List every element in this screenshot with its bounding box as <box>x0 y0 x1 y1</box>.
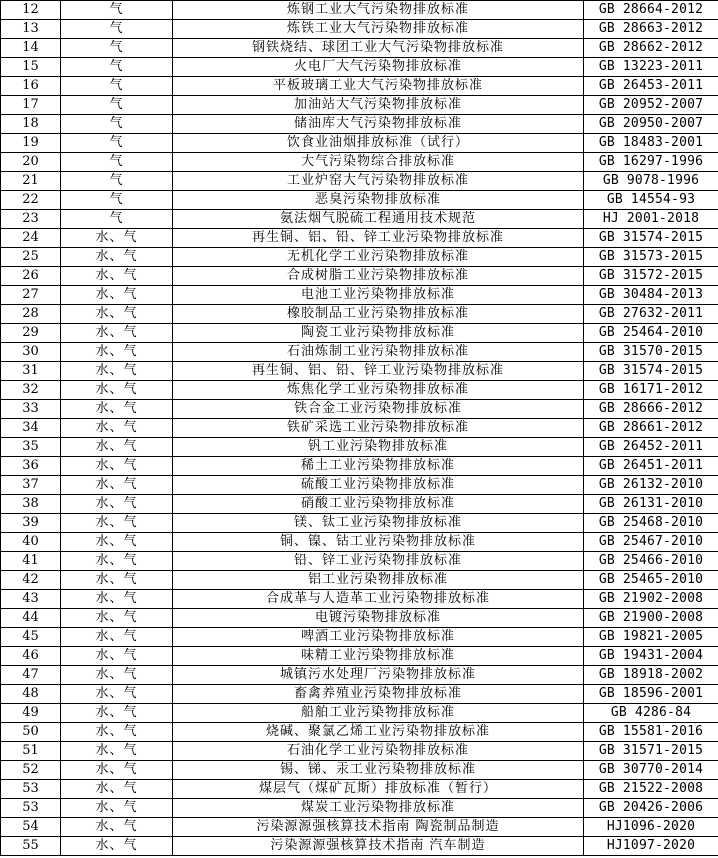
table-row <box>1 172 718 191</box>
row-number: 12 <box>1 1 61 20</box>
table-row <box>1 780 718 799</box>
table-row <box>1 115 718 134</box>
row-number: 49 <box>1 704 61 723</box>
row-number: 16 <box>1 77 61 96</box>
standard-name: 铁合金工业污染物排放标准 <box>173 400 584 419</box>
standard-name: 稀土工业污染物排放标准 <box>173 457 584 476</box>
table-row <box>1 381 718 400</box>
standard-code: GB 19821-2005 <box>584 628 718 647</box>
standard-name: 煤层气（煤矿瓦斯）排放标准（暂行） <box>173 780 584 799</box>
pollutant-type: 气 <box>61 115 173 134</box>
pollutant-type: 气 <box>61 20 173 39</box>
row-number: 38 <box>1 495 61 514</box>
pollutant-type: 水、气 <box>61 267 173 286</box>
row-number: 14 <box>1 39 61 58</box>
pollutant-type: 水、气 <box>61 343 173 362</box>
standard-code: GB 31573-2015 <box>584 248 718 267</box>
pollutant-type: 水、气 <box>61 286 173 305</box>
table-row <box>1 286 718 305</box>
pollutant-type: 水、气 <box>61 628 173 647</box>
table-row <box>1 210 718 229</box>
pollutant-type: 水、气 <box>61 837 173 856</box>
standard-name: 加油站大气污染物排放标准 <box>173 96 584 115</box>
standard-code: GB 28661-2012 <box>584 419 718 438</box>
row-number: 41 <box>1 552 61 571</box>
standard-name: 烧碱、聚氯乙烯工业污染物排放标准 <box>173 723 584 742</box>
standard-name: 污染源源强核算技术指南 陶瓷制品制造 <box>173 818 584 837</box>
table-row <box>1 590 718 609</box>
pollutant-type: 水、气 <box>61 647 173 666</box>
pollutant-type: 水、气 <box>61 457 173 476</box>
row-number: 35 <box>1 438 61 457</box>
table-row <box>1 58 718 77</box>
row-number: 24 <box>1 229 61 248</box>
table-row <box>1 514 718 533</box>
standard-code: GB 28664-2012 <box>584 1 718 20</box>
pollutant-type: 水、气 <box>61 324 173 343</box>
standard-code: GB 31570-2015 <box>584 343 718 362</box>
standard-code: GB 21902-2008 <box>584 590 718 609</box>
table-row <box>1 476 718 495</box>
table-row <box>1 267 718 286</box>
row-number: 53 <box>1 799 61 818</box>
table-row <box>1 229 718 248</box>
table-row <box>1 457 718 476</box>
standard-name: 锡、锑、汞工业污染物排放标准 <box>173 761 584 780</box>
standard-name: 储油库大气污染物排放标准 <box>173 115 584 134</box>
standard-name: 饮食业油烟排放标准（试行） <box>173 134 584 153</box>
standard-name: 电池工业污染物排放标准 <box>173 286 584 305</box>
standard-name: 铜、镍、钴工业污染物排放标准 <box>173 533 584 552</box>
pollutant-type: 气 <box>61 96 173 115</box>
pollutant-type: 水、气 <box>61 552 173 571</box>
pollutant-type: 气 <box>61 39 173 58</box>
row-number: 52 <box>1 761 61 780</box>
standard-code: GB 25465-2010 <box>584 571 718 590</box>
pollutant-type: 水、气 <box>61 305 173 324</box>
pollutant-type: 水、气 <box>61 419 173 438</box>
table-row <box>1 438 718 457</box>
standard-code: GB 25467-2010 <box>584 533 718 552</box>
standard-code: GB 9078-1996 <box>584 172 718 191</box>
table-row <box>1 837 718 856</box>
standard-code: GB 25466-2010 <box>584 552 718 571</box>
row-number: 32 <box>1 381 61 400</box>
table-row <box>1 400 718 419</box>
standard-code: HJ1097-2020 <box>584 837 718 856</box>
pollutant-type: 水、气 <box>61 685 173 704</box>
pollutant-type: 气 <box>61 191 173 210</box>
table-row <box>1 77 718 96</box>
standard-code: GB 31574-2015 <box>584 362 718 381</box>
pollutant-type: 水、气 <box>61 704 173 723</box>
row-number: 34 <box>1 419 61 438</box>
pollutant-type: 气 <box>61 153 173 172</box>
standard-code: GB 15581-2016 <box>584 723 718 742</box>
standard-code: GB 26451-2011 <box>584 457 718 476</box>
pollutant-type: 气 <box>61 1 173 20</box>
standard-name: 平板玻璃工业大气污染物排放标准 <box>173 77 584 96</box>
pollutant-type: 水、气 <box>61 609 173 628</box>
row-number: 23 <box>1 210 61 229</box>
row-number: 37 <box>1 476 61 495</box>
standard-name: 铁矿采选工业污染物排放标准 <box>173 419 584 438</box>
standard-name: 电镀污染物排放标准 <box>173 609 584 628</box>
standard-code: GB 30770-2014 <box>584 761 718 780</box>
table-row <box>1 343 718 362</box>
standard-name: 啤酒工业污染物排放标准 <box>173 628 584 647</box>
standard-code: GB 28666-2012 <box>584 400 718 419</box>
standard-name: 铅、锌工业污染物排放标准 <box>173 552 584 571</box>
pollutant-type: 水、气 <box>61 723 173 742</box>
table-row <box>1 552 718 571</box>
standard-name: 畜禽养殖业污染物排放标准 <box>173 685 584 704</box>
standard-code: GB 27632-2011 <box>584 305 718 324</box>
standard-code: GB 18596-2001 <box>584 685 718 704</box>
standard-name: 炼钢工业大气污染物排放标准 <box>173 1 584 20</box>
pollutant-type: 气 <box>61 134 173 153</box>
pollutant-type: 水、气 <box>61 476 173 495</box>
standard-name: 再生铜、铝、铅、锌工业污染物排放标准 <box>173 229 584 248</box>
standard-code: HJ1096-2020 <box>584 818 718 837</box>
row-number: 31 <box>1 362 61 381</box>
row-number: 33 <box>1 400 61 419</box>
standard-name: 味精工业污染物排放标准 <box>173 647 584 666</box>
row-number: 19 <box>1 134 61 153</box>
row-number: 13 <box>1 20 61 39</box>
row-number: 17 <box>1 96 61 115</box>
pollutant-type: 水、气 <box>61 248 173 267</box>
row-number: 53 <box>1 780 61 799</box>
row-number: 55 <box>1 837 61 856</box>
row-number: 36 <box>1 457 61 476</box>
pollutant-type: 气 <box>61 172 173 191</box>
standard-name: 橡胶制品工业污染物排放标准 <box>173 305 584 324</box>
row-number: 46 <box>1 647 61 666</box>
row-number: 29 <box>1 324 61 343</box>
table-row <box>1 1 718 20</box>
standard-code: GB 21900-2008 <box>584 609 718 628</box>
standard-code: GB 21522-2008 <box>584 780 718 799</box>
row-number: 43 <box>1 590 61 609</box>
row-number: 25 <box>1 248 61 267</box>
table-row <box>1 609 718 628</box>
row-number: 15 <box>1 58 61 77</box>
standard-code: GB 4286-84 <box>584 704 718 723</box>
row-number: 50 <box>1 723 61 742</box>
table-row <box>1 96 718 115</box>
table-row <box>1 20 718 39</box>
pollutant-type: 水、气 <box>61 761 173 780</box>
standard-name: 恶臭污染物排放标准 <box>173 191 584 210</box>
pollutant-type: 水、气 <box>61 438 173 457</box>
standard-name: 船舶工业污染物排放标准 <box>173 704 584 723</box>
row-number: 20 <box>1 153 61 172</box>
pollutant-type: 气 <box>61 77 173 96</box>
pollutant-type: 水、气 <box>61 514 173 533</box>
standard-code: GB 19431-2004 <box>584 647 718 666</box>
standard-name: 大气污染物综合排放标准 <box>173 153 584 172</box>
standard-name: 城镇污水处理厂污染物排放标准 <box>173 666 584 685</box>
standard-name: 炼焦化学工业污染物排放标准 <box>173 381 584 400</box>
table-row <box>1 799 718 818</box>
standard-code: GB 26452-2011 <box>584 438 718 457</box>
row-number: 22 <box>1 191 61 210</box>
row-number: 21 <box>1 172 61 191</box>
pollutant-type: 水、气 <box>61 400 173 419</box>
standard-code: GB 28662-2012 <box>584 39 718 58</box>
standard-code: GB 25468-2010 <box>584 514 718 533</box>
table-row <box>1 628 718 647</box>
standard-code: GB 31572-2015 <box>584 267 718 286</box>
standard-name: 硫酸工业污染物排放标准 <box>173 476 584 495</box>
standard-name: 无机化学工业污染物排放标准 <box>173 248 584 267</box>
standard-name: 污染源源强核算技术指南 汽车制造 <box>173 837 584 856</box>
table-row <box>1 761 718 780</box>
pollutant-type: 水、气 <box>61 742 173 761</box>
pollutant-type: 水、气 <box>61 780 173 799</box>
row-number: 42 <box>1 571 61 590</box>
standard-code: GB 20952-2007 <box>584 96 718 115</box>
standard-name: 工业炉窑大气污染物排放标准 <box>173 172 584 191</box>
standard-name: 钒工业污染物排放标准 <box>173 438 584 457</box>
standard-name: 镁、钛工业污染物排放标准 <box>173 514 584 533</box>
pollutant-type: 气 <box>61 210 173 229</box>
standard-code: GB 26453-2011 <box>584 77 718 96</box>
row-number: 54 <box>1 818 61 837</box>
pollutant-type: 水、气 <box>61 818 173 837</box>
row-number: 27 <box>1 286 61 305</box>
standard-code: GB 30484-2013 <box>584 286 718 305</box>
row-number: 48 <box>1 685 61 704</box>
standard-name: 合成革与人造革工业污染物排放标准 <box>173 590 584 609</box>
standard-name: 硝酸工业污染物排放标准 <box>173 495 584 514</box>
standard-code: GB 31571-2015 <box>584 742 718 761</box>
table-row <box>1 666 718 685</box>
row-number: 47 <box>1 666 61 685</box>
table-row <box>1 533 718 552</box>
row-number: 44 <box>1 609 61 628</box>
standard-code: GB 18918-2002 <box>584 666 718 685</box>
standard-code: GB 18483-2001 <box>584 134 718 153</box>
row-number: 45 <box>1 628 61 647</box>
row-number: 18 <box>1 115 61 134</box>
standard-code: GB 16171-2012 <box>584 381 718 400</box>
pollutant-type: 水、气 <box>61 590 173 609</box>
standard-code: GB 26131-2010 <box>584 495 718 514</box>
table-row <box>1 647 718 666</box>
row-number: 51 <box>1 742 61 761</box>
pollutant-type: 水、气 <box>61 381 173 400</box>
standard-name: 合成树脂工业污染物排放标准 <box>173 267 584 286</box>
standard-code: GB 13223-2011 <box>584 58 718 77</box>
table-row <box>1 685 718 704</box>
standard-name: 煤炭工业污染物排放标准 <box>173 799 584 818</box>
pollutant-type: 气 <box>61 58 173 77</box>
row-number: 28 <box>1 305 61 324</box>
standard-name: 氨法烟气脱硫工程通用技术规范 <box>173 210 584 229</box>
table-row <box>1 153 718 172</box>
standard-code: GB 14554-93 <box>584 191 718 210</box>
pollutant-type: 水、气 <box>61 495 173 514</box>
table-row <box>1 248 718 267</box>
pollutant-type: 水、气 <box>61 571 173 590</box>
table-row <box>1 495 718 514</box>
standard-name: 陶瓷工业污染物排放标准 <box>173 324 584 343</box>
standard-code: GB 31574-2015 <box>584 229 718 248</box>
standard-name: 再生铜、铝、铅、锌工业污染物排放标准 <box>173 362 584 381</box>
standard-code: GB 20426-2006 <box>584 799 718 818</box>
pollutant-type: 水、气 <box>61 229 173 248</box>
table-row <box>1 419 718 438</box>
standard-name: 石油炼制工业污染物排放标准 <box>173 343 584 362</box>
standard-name: 火电厂大气污染物排放标准 <box>173 58 584 77</box>
table-row <box>1 704 718 723</box>
standard-code: GB 26132-2010 <box>584 476 718 495</box>
table-row <box>1 191 718 210</box>
standard-name: 炼铁工业大气污染物排放标准 <box>173 20 584 39</box>
pollutant-type: 水、气 <box>61 666 173 685</box>
table-row <box>1 324 718 343</box>
pollutant-type: 水、气 <box>61 362 173 381</box>
standard-code: GB 28663-2012 <box>584 20 718 39</box>
table-row <box>1 362 718 381</box>
table-row <box>1 39 718 58</box>
table-row <box>1 742 718 761</box>
standard-name: 铝工业污染物排放标准 <box>173 571 584 590</box>
row-number: 40 <box>1 533 61 552</box>
row-number: 26 <box>1 267 61 286</box>
table-row <box>1 723 718 742</box>
pollutant-type: 水、气 <box>61 533 173 552</box>
standard-code: HJ 2001-2018 <box>584 210 718 229</box>
standard-code: GB 20950-2007 <box>584 115 718 134</box>
pollutant-type: 水、气 <box>61 799 173 818</box>
row-number: 30 <box>1 343 61 362</box>
row-number: 39 <box>1 514 61 533</box>
table-row <box>1 305 718 324</box>
standard-name: 钢铁烧结、球团工业大气污染物排放标准 <box>173 39 584 58</box>
table-row <box>1 134 718 153</box>
standards-table-body <box>1 1 718 856</box>
standard-name: 石油化学工业污染物排放标准 <box>173 742 584 761</box>
table-row <box>1 818 718 837</box>
standard-code: GB 25464-2010 <box>584 324 718 343</box>
table-row <box>1 571 718 590</box>
standard-code: GB 16297-1996 <box>584 153 718 172</box>
